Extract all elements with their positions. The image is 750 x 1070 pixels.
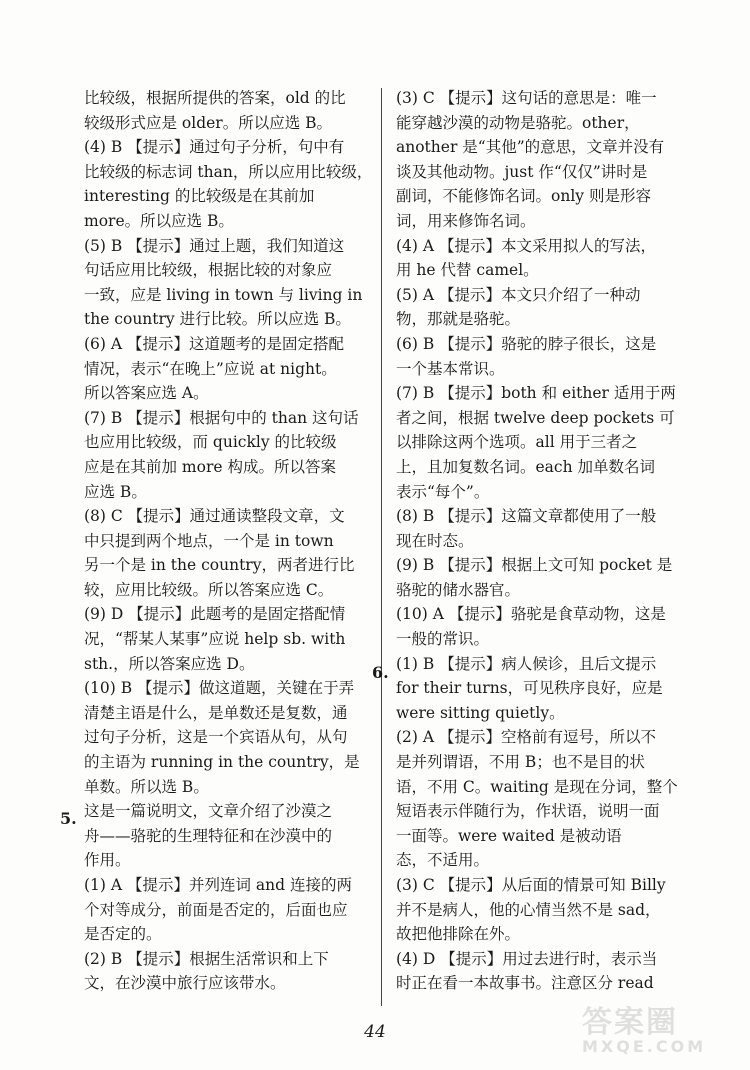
text-line: (8) C 【提示】通过通读整段文章，文 (84, 507, 345, 526)
text-line: 一般的常识。 (396, 630, 490, 649)
text-line: 一面等。were waited 是被动语 (396, 826, 622, 845)
text-line: 并不是病人，他的心情当然不是 sad， (396, 900, 661, 919)
text-line: 现在时态。 (396, 531, 474, 550)
text-line: 作用。 (84, 851, 131, 870)
text-line: (1) B 【提示】病人候诊，且后文提示 (396, 654, 657, 673)
text-line: for their turns，可见秩序良好，应是 (396, 679, 663, 698)
text-line: (4) A 【提示】本文采用拟人的写法， (396, 236, 657, 255)
text-line: 也应用比较级，而 quickly 的比较级 (84, 433, 337, 452)
text-line: 用 he 代替 camel。 (396, 261, 539, 280)
text-line: 上，且加复数名词。each 加单数名词 (396, 457, 656, 476)
text-line: (8) B 【提示】这篇文章都使用了一般 (396, 507, 657, 526)
text-line: (5) B 【提示】通过上题，我们知道这 (84, 236, 345, 255)
question-number-5: 5. (60, 809, 77, 828)
column-divider (381, 88, 382, 1006)
text-line: 谈及其他动物。just 作“仅仅”讲时是 (396, 162, 648, 181)
text-line: 况，“帮某人某事”应说 help sb. with (84, 630, 346, 649)
text-line: the country 进行比较。所以应选 B。 (84, 310, 351, 329)
text-line: 中只提到两个地点，一个是 in town (84, 531, 334, 550)
text-line: (6) B 【提示】骆驼的脖子很长，这是 (396, 334, 657, 353)
right-text-block (396, 86, 678, 996)
text-line: 故把他排除在外。 (396, 925, 521, 944)
text-line: 态，不适用。 (396, 851, 490, 870)
text-line: (2) B 【提示】根据生活常识和上下 (84, 949, 329, 968)
text-line: interesting 的比较级是在其前加 (84, 187, 315, 206)
text-line: 是否定的。 (84, 925, 162, 944)
left-text-block (84, 86, 374, 996)
text-line: 是并列谓语，不用 B；也不是目的状 (396, 753, 645, 772)
text-line: 一个基本常识。 (396, 359, 505, 378)
text-line: 过句子分析，这是一个宾语从句，从句 (84, 728, 348, 747)
text-line: 舟——骆驼的生理特征和在沙漠中的 (84, 826, 333, 845)
text-line: 副词，不能修饰名词。only 则是形容 (396, 187, 651, 206)
text-line: 比较级，根据所提供的答案，old 的比 (84, 89, 346, 107)
text-line: 句话应用比较级，根据比较的对象应 (84, 261, 333, 280)
watermark-logo (582, 1005, 732, 1056)
text-line: 骆驼的储水器官。 (396, 580, 521, 599)
text-line: 较级形式应是 older。所以应选 B。 (84, 113, 333, 132)
text-line: (7) B 【提示】both 和 either 适用于两 (396, 384, 676, 403)
text-line: (3) C 【提示】从后面的情景可知 Billy (396, 876, 666, 894)
text-line: 应是在其前加 more 构成。所以答案 (84, 457, 336, 476)
text-line: (7) B 【提示】根据句中的 than 这句话 (84, 408, 359, 427)
text-line: 能穿越沙漠的动物是骆驼。other， (396, 113, 640, 132)
text-line: 物，那就是骆驼。 (396, 310, 521, 329)
left-column (84, 86, 374, 996)
text-line: (9) B 【提示】根据上文可知 pocket 是 (396, 556, 673, 575)
text-line: sth.，所以答案应选 D。 (84, 654, 255, 673)
watermark-text-bottom: MXQE.COM (582, 1037, 707, 1056)
right-column (396, 86, 678, 996)
watermark-text-top: 答案圈 (582, 1005, 678, 1040)
text-line: 比较级的标志词 than，所以应用比较级， (84, 162, 373, 181)
text-line: 时正在看一本故事书。注意区分 read (396, 974, 654, 993)
text-line: 情况，表示“在晚上”应说 at night。 (84, 359, 337, 378)
text-line: (4) D 【提示】用过去进行时，表示当 (396, 949, 658, 968)
text-line: (10) A 【提示】骆驼是食草动物，这是 (396, 605, 666, 624)
text-line: (1) A 【提示】并列连词 and 连接的两 (84, 876, 353, 894)
text-line: (3) C 【提示】这句话的意思是：唯一 (396, 89, 657, 107)
text-line: more。所以应选 B。 (84, 211, 234, 230)
text-line: (4) B 【提示】通过句子分析，句中有 (84, 138, 345, 157)
text-line: 所以答案应选 A。 (84, 384, 209, 403)
text-line: (5) A 【提示】本文只介绍了一种动 (396, 285, 641, 304)
text-line: 单数。所以选 B。 (84, 777, 209, 796)
text-line: 短语表示伴随行为，作状语，说明一面 (396, 802, 660, 821)
text-line: (6) A 【提示】这道题考的是固定搭配 (84, 334, 345, 353)
text-line: 较，应用比较级。所以答案应选 C。 (84, 580, 334, 599)
question-number-6: 6. (372, 663, 389, 682)
text-line: 以排除这两个选项。all 用于三者之 (396, 433, 638, 452)
text-line: 者之间，根据 twelve deep pockets 可 (396, 408, 675, 427)
text-line: (10) B 【提示】做这道题，关键在于弄 (84, 679, 355, 698)
text-line: 这是一篇说明文，文章介绍了沙漠之 (84, 802, 333, 821)
text-line: (9) D 【提示】此题考的是固定搭配情 (84, 605, 346, 624)
text-line: 另一个是 in the country，两者进行比 (84, 556, 355, 575)
page-number: 44 (364, 1022, 386, 1042)
text-line: 个对等成分，前面是否定的，后面也应 (84, 900, 348, 919)
text-line: 词，用来修饰名词。 (396, 211, 536, 230)
text-line: 语，不用 C。waiting 是现在分词，整个 (396, 777, 678, 796)
text-line: 一致，应是 living in town 与 living in (84, 285, 363, 304)
text-line: another 是“其他”的意思，文章并没有 (396, 138, 665, 157)
text-line: were sitting quietly。 (396, 703, 565, 722)
text-line: 文，在沙漠中旅行应该带水。 (84, 974, 286, 993)
text-line: 清楚主语是什么，是单数还是复数，通 (84, 703, 348, 722)
text-line: 应选 B。 (84, 482, 147, 501)
text-line: 表示“每个”。 (396, 482, 490, 501)
text-line: (2) A 【提示】空格前有逗号，所以不 (396, 728, 657, 747)
text-line: 的主语为 running in the country，是 (84, 753, 360, 772)
